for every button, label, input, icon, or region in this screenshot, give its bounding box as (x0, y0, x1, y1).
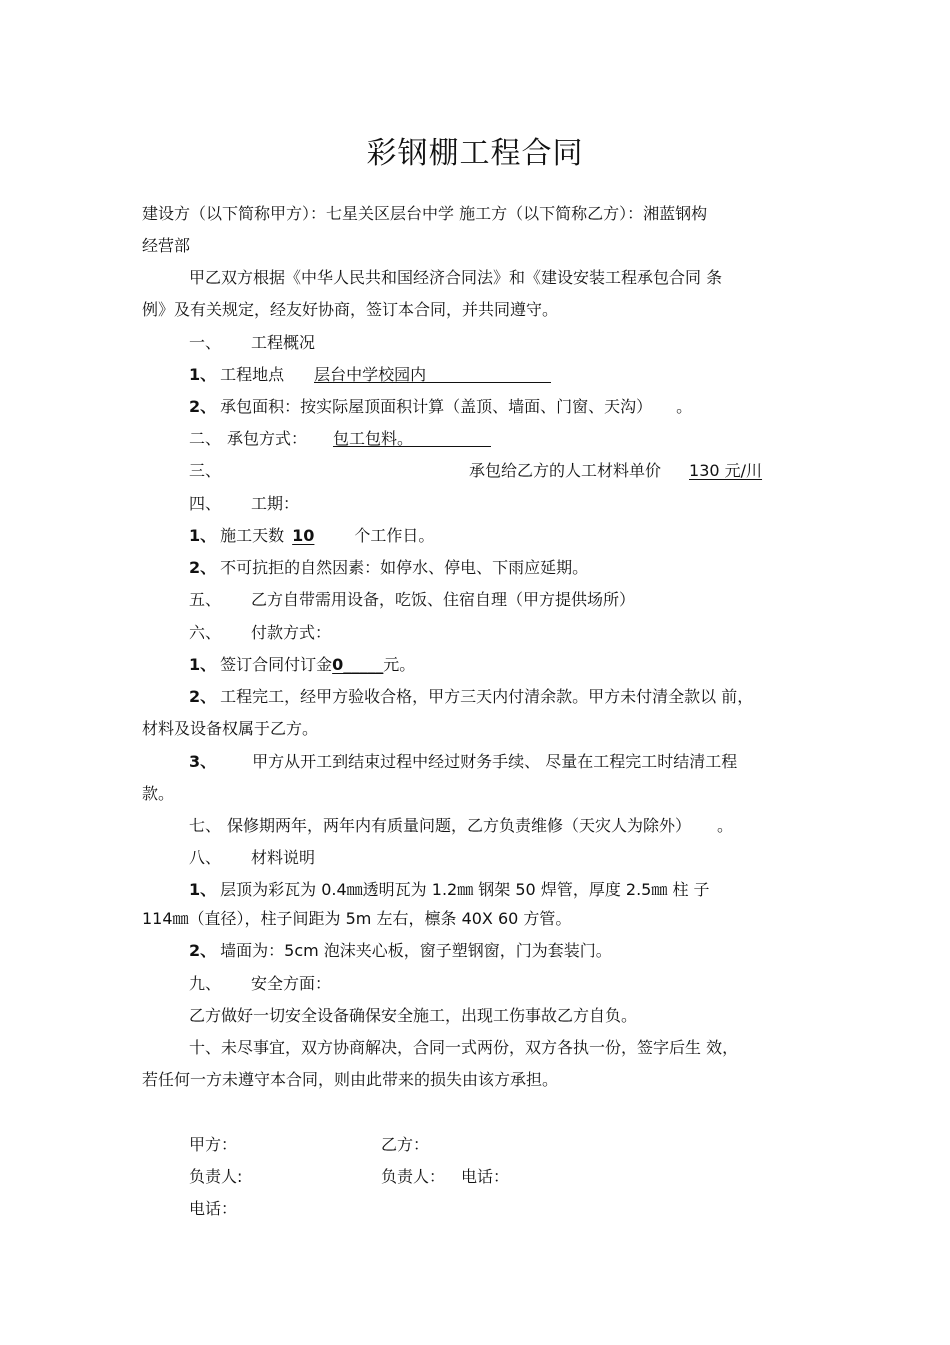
item-number: 3、 (189, 752, 217, 771)
section-label: 承包方式： (227, 429, 308, 448)
party-b-phone-label: 电话： (461, 1167, 510, 1186)
section-4-item-1 (189, 526, 434, 546)
section-text: 承包给乙方的人工材料单价 (469, 461, 662, 480)
section-10-line-2: 若任何一方未遵守本合同，则由此带来的损失由该方承担。 (142, 1070, 559, 1089)
item-text: 墙面为：5cm 泡沫夹心板，窗子塑钢窗，门为套装门。 (220, 941, 612, 960)
section-title: 工程概况 (251, 333, 316, 352)
section-3-number: 三、 (189, 461, 222, 480)
item-number: 1、 (189, 880, 217, 899)
work-days-value: 10 (292, 526, 315, 545)
contract-mode-value: 包工包料。 (333, 429, 414, 448)
party-b-person-label: 负责人： (381, 1167, 446, 1186)
section-number: 一、 (189, 333, 222, 352)
party-a-person-label: 负责人: (189, 1167, 243, 1186)
deposit-value: 0_____ (332, 655, 384, 674)
item-unit: 个工作日。 (354, 526, 435, 545)
section-6-item-2-line-1 (189, 687, 753, 707)
project-location-fill (314, 365, 551, 383)
section-title: 付款方式： (251, 623, 332, 642)
section-number: 七、 (189, 816, 222, 835)
preamble-line-2: 例》及有关规定，经友好协商，签订本合同，并共同遵守。 (142, 300, 559, 319)
section-6-item-1 (189, 655, 415, 675)
item-text: 承包面积：按实际屋顶面积计算（盖顶、墙面、门窗、天沟） (220, 397, 653, 416)
section-3-text (469, 461, 762, 481)
section-6-item-3-line-1 (189, 752, 737, 772)
section-number: 八、 (189, 848, 222, 867)
preamble-line-1: 甲乙双方根据《中华人民共和国经济合同法》和《建设安装工程承包合同 条 (189, 268, 723, 287)
item-unit: 元。 (383, 655, 416, 674)
section-1-item-2 (189, 397, 692, 417)
section-10-line-1: 十、未尽事宜，双方协商解决，合同一式两份，双方各执一份，签字后生 效， (189, 1038, 739, 1057)
item-label: 工程地点 (220, 365, 285, 384)
party-a-phone-label: 电话： (189, 1199, 238, 1218)
section-8-item-2 (189, 941, 612, 961)
section-8-item-1-line-2: 114㎜（直径），柱子间距为 5m 左右，檩条 40X 60 方管。 (142, 909, 572, 928)
section-1-item-1 (189, 365, 551, 385)
party-a-label: 甲方： (189, 1135, 238, 1154)
item-text: 层顶为彩瓦为 0.4㎜透明瓦为 1.2㎜ 钢架 50 焊管，厚度 2.5㎜ 柱 子 (220, 880, 710, 899)
section-title: 工期： (251, 494, 300, 513)
item-end: 。 (676, 397, 693, 416)
section-8-item-1-line-1 (189, 880, 710, 900)
section-6-item-3-line-2: 款。 (142, 784, 175, 803)
parties-line-2: 经营部 (142, 236, 191, 255)
item-text: 不可抗拒的自然因素：如停水、停电、下雨应延期。 (220, 558, 589, 577)
section-end: 。 (717, 816, 734, 835)
section-1-heading (189, 333, 315, 353)
item-number: 1、 (189, 655, 217, 674)
item-number: 2、 (189, 558, 217, 577)
item-number: 2、 (189, 941, 217, 960)
section-9-text: 乙方做好一切安全设备确保安全施工，出现工伤事故乙方自负。 (189, 1006, 638, 1025)
item-number: 1、 (189, 365, 217, 384)
section-number: 九、 (189, 974, 222, 993)
item-text: 签订合同付订金 (220, 655, 333, 674)
section-number: 四、 (189, 494, 222, 513)
section-number: 二、 (189, 429, 222, 448)
project-location-value: 层台中学校园内 (314, 365, 427, 384)
party-b-label: 乙方： (381, 1135, 430, 1154)
section-number: 六、 (189, 623, 222, 642)
unit-price-value: 130 元/川 (689, 461, 763, 480)
item-text: 工程完工，经甲方验收合格，甲方三天内付清余款。甲方未付清全款以 前， (220, 687, 754, 706)
section-5 (189, 590, 635, 610)
item-number: 2、 (189, 687, 217, 706)
item-number: 1、 (189, 526, 217, 545)
section-text: 乙方自带需用设备，吃饭、住宿自理（甲方提供场所） (251, 590, 636, 609)
section-6-item-2-line-2: 材料及设备权属于乙方。 (142, 719, 319, 738)
section-number: 五、 (189, 590, 222, 609)
section-title: 材料说明 (251, 848, 316, 867)
section-4-item-2 (189, 558, 588, 578)
section-4-heading (189, 494, 299, 514)
section-9-heading (189, 974, 331, 994)
parties-line-1: 建设方（以下简称甲方）：七星关区层台中学 施工方（以下简称乙方）：湘蓝钢构 (142, 204, 708, 223)
item-label: 施工天数 (220, 526, 285, 545)
section-6-heading (189, 623, 331, 643)
section-7 (189, 816, 733, 836)
document-title: 彩钢棚工程合同 (366, 136, 584, 171)
section-8-heading (189, 848, 315, 868)
section-text: 保修期两年，两年内有质量问题，乙方负责维修（天灾人为除外） (227, 816, 692, 835)
item-number: 2、 (189, 397, 217, 416)
section-2 (189, 429, 491, 449)
contract-mode-fill (333, 429, 491, 447)
item-text: 甲方从开工到结束过程中经过财务手续、 尽量在工程完工时结清工程 (252, 752, 738, 771)
section-title: 安全方面： (251, 974, 332, 993)
